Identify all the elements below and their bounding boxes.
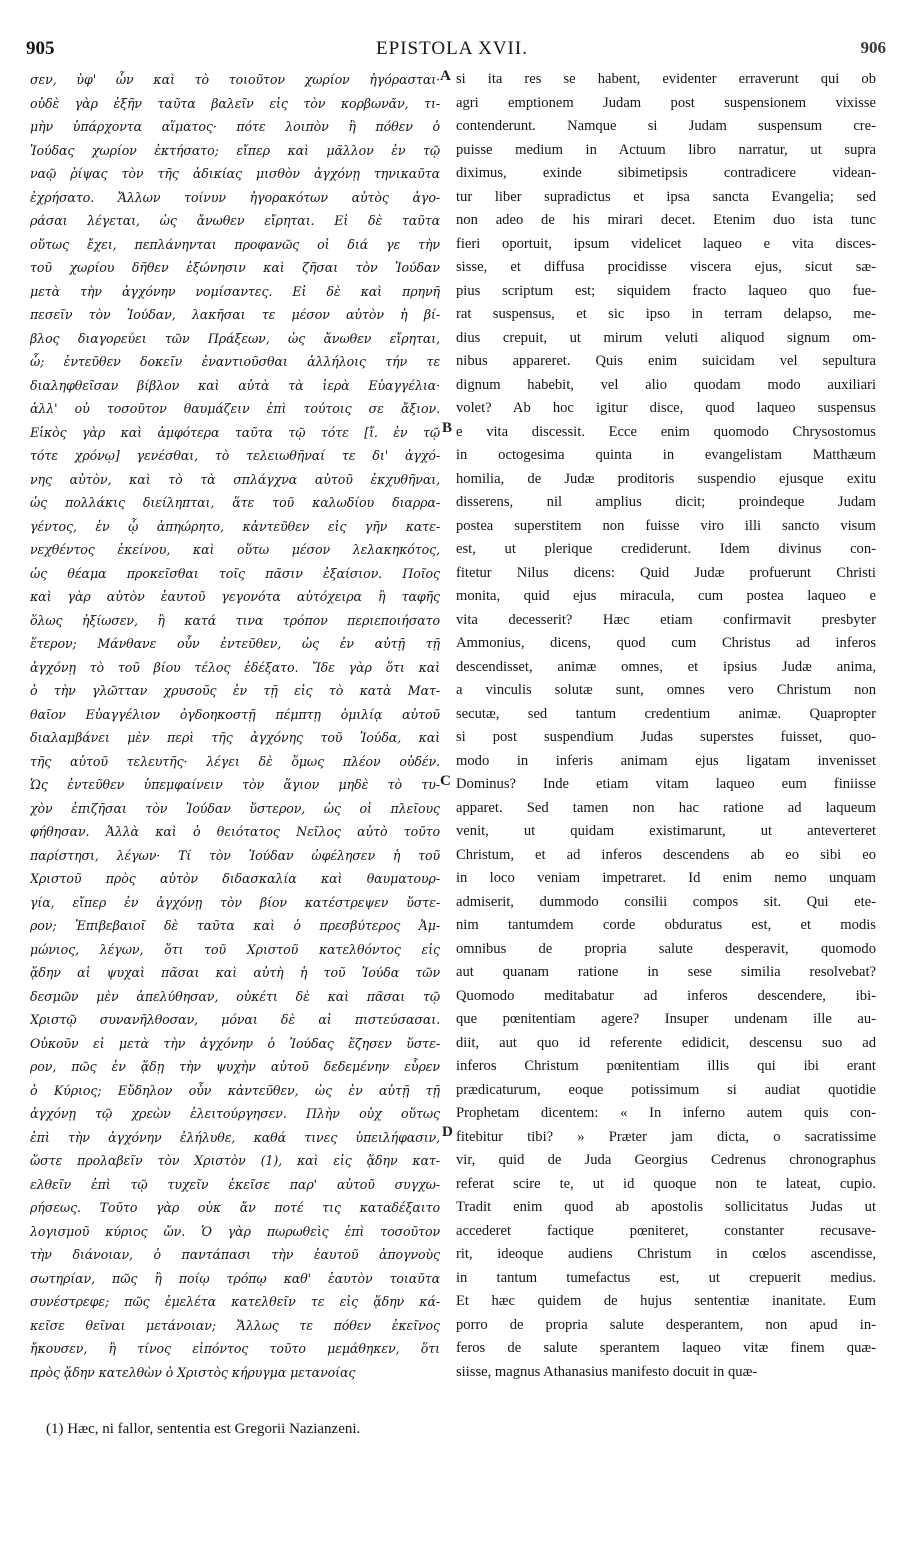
greek-text-line: γέντος, ἐν ᾧ ἀπηώρητο, κἀντεῦθεν εἰς γῆν κατε-: [30, 518, 440, 534]
greek-text-line: ἐπὶ τὴν ἀγχόνην ἐλήλυθε, καθά τινες ὑπειλήφασιν,: [30, 1129, 440, 1145]
greek-text-line: κεῖσε θεῖναι μετάνοιαν; Ἄλλως τε πόθεν ἐκεῖνος: [30, 1317, 440, 1333]
greek-text-line: ὥστε προλαβεῖν τὸν Χριστὸν (1), καὶ εἰς ᾅδην κατ-: [30, 1153, 440, 1168]
latin-text-line: fieri oportuit, ipsum videlicet laqueo e vita disces-: [456, 235, 876, 252]
latin-text-line: fitebitur tibi? » Præter jam dicta, o sacratissime: [456, 1128, 876, 1145]
latin-text-line: e vita discessit. Ecce enim quomodo Chrysostomus: [456, 423, 876, 440]
greek-text-line: διαληφθεῖσαν βίβλον καὶ αὐτὰ τὰ ἱερὰ Εὐαγγέλια·: [30, 377, 440, 393]
greek-text-line: ναῷ ῥίψας τὸν τῆς ἀδικίας μισθὸν ἀγχόνῃ τηνικαῦτα: [30, 166, 440, 181]
greek-text-line: χὸν ἐπιζῆσαι τὸν Ἰούδαν ὕστερον, ὡς οἱ πλεῖους: [30, 800, 440, 816]
greek-text-line: μώνιος, λέγων, ὅτι τοῦ Χριστοῦ κατελθόντος εἰς: [30, 941, 440, 957]
page-header: [18, 38, 886, 64]
greek-text-line: ἤκουσεν, ἢ τίνος εἰπόντος τοῦτο μεμάθηκεν, ὅτι: [30, 1341, 440, 1356]
greek-text-line: φήθησαν. Ἀλλὰ καὶ ὁ θειότατος Νεῖλος αὐτὸ τοῦτο: [30, 824, 440, 839]
latin-text-line: Dominus? Inde etiam vitam laqueo eum finiisse: [456, 776, 876, 792]
latin-text-line: sisse, et diffusa procidisse viscera ejus, sicut sæ-: [456, 259, 876, 275]
latin-text-line: dignum habebit, vel alio quodam modo auxiliari: [456, 376, 876, 393]
latin-text-line: in loco veniam impetraret. Id enim nemo unquam: [456, 870, 876, 886]
latin-text-line: Et hæc quidem de hujus sententiæ inanitate. Eum: [456, 1293, 876, 1309]
greek-text-line: ελθεῖν ἐπὶ τῷ τυχεῖν ἐκεῖσε παρ' αὐτοῦ συγχω-: [30, 1176, 440, 1192]
latin-text-line: admiserit, dummodo consilii compos sit. Qui ete-: [456, 893, 876, 910]
latin-text-line: est, ut plerique crediderunt. Idem divinus con-: [456, 541, 876, 557]
greek-text-line: λογισμοῦ κύριος ὤν. Ὁ γὰρ πωρωθεὶς ἐπὶ τοσοῦτον: [30, 1223, 440, 1239]
latin-text-line: monita, quid ejus miracula, cum postea laqueo e: [456, 588, 876, 604]
greek-text-line: Ἰούδας χωρίον ἐκτήσατο; εἴπερ καὶ μᾶλλον ἐν τῷ: [30, 142, 440, 158]
greek-text-line: σεν, ὑφ' ὧν καὶ τὸ τοιοῦτον χωρίον ἠγόρασται·: [30, 72, 440, 87]
greek-text-line: πεσεῖν τὸν Ἰούδαν, λακῆσαι τε μέσον αὐτὸν ἡ βί-: [30, 307, 440, 322]
greek-text-line: δεσμῶν μὲν ἀπελύθησαν, οὐκέτι δὲ καὶ πᾶσαι τῷ: [30, 988, 440, 1004]
latin-text-line: a vinculis solutæ sunt, omnes vero Christum non: [456, 682, 876, 698]
footnote: (1) Hæc, ni fallor, sententia est Gregorii Nazianzeni.: [46, 1421, 361, 1437]
latin-text-line: rat suspensus, et sic ipso in terram delapso, me-: [456, 306, 876, 322]
greek-text-line: ἕτερον; Μάνθανε οὖν ἐντεῦθεν, ὡς ἐν αὐτῇ τῇ: [30, 636, 440, 651]
latin-text-line: aut quanam ratione in sese similia resolvebat?: [456, 964, 876, 980]
greek-text-line: ὁ τὴν γλῶτταν χρυσοῦς ἐν τῇ εἰς τὸ κατὰ Ματ-: [30, 683, 440, 698]
latin-text-line: descendisset, animæ omnes, et ipsius Judæ anima,: [456, 658, 876, 675]
greek-text-line: γία, εἴπερ ἐν ἀγχόνῃ τὸν βίον κατέστρεψεν ὕστε-: [30, 894, 440, 910]
latin-text-line: secutæ, sed tantum credentium animæ. Quapropter: [456, 705, 876, 722]
greek-text-line: ἀγχόνῃ τὸ τοῦ βίου τέλος ἐδέξατο. Ἴδε γὰρ ὅτι καὶ: [30, 659, 440, 675]
margin-marker-a: A: [440, 68, 451, 84]
greek-text-line: ρον; Ἐπιβεβαιοῖ δὲ ταῦτα καὶ ὁ πρεσβύτερος Ἀμ-: [30, 918, 440, 933]
greek-text-line: ὡς θέαμα προκεῖσθαι τοῖς πᾶσιν ἐξαίσιον. Ποῖος: [30, 565, 440, 581]
latin-text-line: rit, ideoque audiens Christum in cœlos ascendisse,: [456, 1246, 876, 1262]
greek-text-line: τῆς αὐτοῦ τελευτῆς· λέγει δὲ ὅμως πλέον οὐδέν.: [30, 753, 440, 769]
greek-text-column: [30, 68, 440, 1384]
latin-text-line: nibus appareret. Quis enim suicidam vel sepultura: [456, 353, 876, 369]
latin-text-line: inferos Christum pœnitentiam illis qui ibi erant: [456, 1058, 876, 1074]
greek-text-line: ἀγχόνῃ τῷ χρεὼν ἐλειτούργησεν. Πλὴν οὐχ οὕτως: [30, 1106, 440, 1121]
greek-text-line: Χριστῷ συνανῆλθοσαν, μόναι δὲ αἱ πιστεύσασαι.: [30, 1012, 440, 1027]
margin-marker-b: B: [442, 420, 453, 436]
greek-text-line: ᾅδην αἱ ψυχαὶ πᾶσαι καὶ αὐτὴ ἡ τοῦ Ἰούδα τῶν: [30, 965, 440, 980]
greek-text-line: Ὡς ἐντεῦθεν ὑπεμφαίνειν τὸν ἅγιον μηδὲ τὸ τυ-: [30, 777, 440, 792]
greek-text-line: μὴν ὑπάρχοντα αἵματος· πότε λοιπὸν ἢ πόθεν ὁ: [30, 119, 440, 134]
greek-text-line: καὶ γὰρ αὐτὸν ἑαυτοῦ γεγονότα αὐτόχειρα ἢ ταφῆς: [30, 589, 440, 604]
latin-text-line: in octogesima quinta in evangelistam Matthæum: [456, 447, 876, 463]
latin-text-line: homilia, de Judæ proditoris suspendio ejusque exitu: [456, 470, 876, 487]
latin-text-line: non adeo de his mirari decet. Etenim duo ista tunc: [456, 212, 876, 228]
greek-text-line: τοῦ χωρίου δῆθεν ἐξώνησιν καὶ ζῆσαι τὸν Ἰούδαν: [30, 260, 440, 275]
page-number-left: 905: [26, 38, 55, 59]
latin-text-line: porro de propria salute desperantem, non apud in-: [456, 1316, 876, 1333]
greek-text-line: σωτηρίαν, πῶς ἢ ποίῳ τρόπῳ καθ' ἑαυτὸν τοιαῦτα: [30, 1270, 440, 1286]
greek-text-line: πρὸς ᾅδην κατελθὼν ὁ Χριστὸς κήρυγμα μετανοίας: [30, 1364, 356, 1380]
latin-text-line: accederet factique pœniteret, constanter recusave-: [456, 1222, 876, 1239]
greek-text-line: διαλαμβάνει μὲν περὶ τῆς ἀγχόνης τοῦ Ἰούδα, καὶ: [30, 730, 440, 745]
greek-text-line: ρήσεως. Τοῦτο γὰρ οὐκ ἄν ποτέ τις καταδέξαιτο: [30, 1200, 440, 1215]
greek-text-line: συνέστρεφε; πῶς ἐμελέτα κατελθεῖν τε εἰς ᾅδην κά-: [30, 1294, 440, 1309]
latin-text-line: vir, quid de Juda Georgius Cedrenus chronographus: [456, 1152, 876, 1168]
latin-text-line: contenderunt. Namque si Judam suspensum cre-: [456, 118, 876, 134]
greek-text-line: ράσαι λέγεται, ὡς ἄνωθεν εἴρηται. Εἰ δὲ ταῦτα: [30, 213, 440, 228]
greek-text-line: βλος διαγορεύει τῶν Πράξεων, ὡς ἄνωθεν εἴρηται,: [30, 330, 440, 346]
greek-text-line: Εἰκὸς γὰρ καὶ ἀμφότερα ταῦτα τῷ τότε [ἴ. ἐν τῷ: [30, 424, 440, 440]
latin-text-line: volet? Ab hoc igitur disce, quod laqueo suspensus: [456, 400, 876, 416]
latin-text-line: agri emptionem Judam post suspensionem vixisse: [456, 94, 876, 111]
greek-text-line: οὕτως ἔχει, πεπλάνηνται προφανῶς οἱ διά γε τὴν: [30, 236, 440, 252]
latin-text-line: vita decesserit? Hæc etiam confirmavit presbyter: [456, 611, 876, 628]
latin-text-line: Ammonius, dicens, quod cum Christus ad inferos: [456, 635, 876, 651]
greek-text-line: παρίστησι, λέγων· Τί τὸν Ἰούδαν ὠφέλησεν ἡ τοῦ: [30, 847, 440, 863]
greek-text-line: οὐδὲ γὰρ ἐξῆν ταῦτα βαλεῖν εἰς τὸν κορβωνᾶν, τι-: [30, 95, 440, 111]
latin-text-line: feros de salute sperantem laqueo vitæ finem quæ-: [456, 1340, 876, 1356]
greek-text-line: τότε χρόνῳ] γενέσθαι, τὸ τελειωθῆναί τε δι' ἀγχό-: [30, 448, 440, 463]
latin-text-line: prædicaturum, eoque potissimum si audiat quotidie: [456, 1081, 876, 1098]
latin-text-line: Christum, et ad inferos descendens ab eo sibi eo: [456, 846, 876, 863]
latin-text-line: diximus, exinde sibimetipsis contradicere videan-: [456, 165, 876, 181]
latin-text-line: in tantum tumefactus est, ut crepuerit medius.: [456, 1269, 876, 1286]
latin-text-line: Prophetam dicentem: « In inferno autem quis con-: [456, 1105, 876, 1121]
greek-text-line: ὅλως ἠξίωσεν, ἢ κατά τινα τρόπον περιεποιήσατο: [30, 612, 440, 628]
latin-text-line: diit, aut quo id referente edidicit, descensu suo ad: [456, 1034, 876, 1051]
greek-text-line: μετὰ τὴν ἀγχόνην νομίσαντες. Εἰ δὲ καὶ πρηνῆ: [30, 283, 440, 299]
latin-text-line: apparet. Sed tamen non hac ratione ad laqueum: [456, 799, 876, 816]
latin-text-line: pius scriptum est; siquidem fracto laqueo quo fue-: [456, 282, 876, 299]
latin-text-line: omnibus de propria salute desperavit, quomodo: [456, 940, 876, 957]
greek-text-line: νεχθέντος ἐκείνου, καὶ οὕτω μέσον λελακηκότος,: [30, 542, 440, 557]
greek-text-line: ἀλλ' οὐ τοσοῦτον θαυμάζειν ἐπὶ τούτοις σε ἄξιον.: [30, 401, 440, 416]
latin-text-line: modo in inferis animam ejus ligatam invenisset: [456, 752, 876, 769]
margin-marker-c: C: [440, 773, 451, 789]
greek-text-line: Χριστοῦ πρὸς αὐτὸν διδασκαλία καὶ θαυματουρ-: [30, 871, 440, 886]
latin-text-line: nim tantumdem corde obduratus est, et modis: [456, 917, 876, 933]
latin-text-line: si post suspendium Judas superstes fuisset, quo-: [456, 729, 876, 745]
latin-text-line: siisse, magnus Athanasius manifesto docuit in quæ-: [456, 1363, 758, 1380]
greek-text-line: Οὐκοῦν εἰ μετὰ τὴν ἀγχόνην ὁ Ἰούδας ἔζησεν ὕστε-: [30, 1035, 440, 1051]
greek-text-line: ὧ; ἐντεῦθεν δοκεῖν ἐναντιοῦσθαι ἀλλήλοις τήν τε: [30, 354, 440, 369]
latin-text-line: referat scire te, ut id quoque non te lateat, cupio.: [456, 1175, 876, 1192]
greek-text-line: ρον, πῶς ἐν ᾅδῃ τὴν ψυχὴν αὐτοῦ δεδεμένην εὗρεν: [30, 1059, 440, 1074]
greek-text-line: τὴν διάνοιαν, ὁ παντάπασι τὴν ἑαυτοῦ ἀπογνοὺς: [30, 1247, 440, 1262]
latin-text-column: [456, 68, 876, 1384]
latin-text-line: que pœnitentiam agere? Insuper undenam ille au-: [456, 1011, 876, 1027]
latin-text-line: puisse medium in Actuum libro narratur, ut supra: [456, 141, 876, 158]
latin-text-line: dius crepuit, ut mirum veluti aliquod signum om-: [456, 329, 876, 346]
page-number-right: 906: [860, 38, 886, 57]
latin-text-line: si ita res se habent, evidenter erraverunt qui ob: [456, 71, 876, 87]
margin-marker-d: D: [442, 1124, 453, 1140]
latin-text-line: Quomodo meditabatur ad inferos descendere, ibi-: [456, 987, 876, 1004]
greek-text-line: θαῖον Εὐαγγέλιον ὀγδοηκοστῇ πέμπτῃ ὁμιλίᾳ αὐτοῦ: [30, 706, 440, 722]
greek-text-line: νης αὐτὸν, καὶ τὸ τὰ σπλάγχνα αὐτοῦ ἐκχυθῆναι,: [30, 471, 440, 487]
greek-text-line: ὁ Κύριος; Εὔδηλον οὖν κἀντεῦθεν, ὡς ἐν αὐτῇ τῇ: [30, 1082, 440, 1098]
greek-text-line: ὡς πολλάκις διείληπται, ἅτε τοῦ καλωδίου διαρρα-: [30, 495, 440, 510]
latin-text-line: postea superstitem non fuisse viro illi sancto visum: [456, 517, 876, 534]
running-title: EPISTOLA XVII.: [376, 38, 528, 59]
latin-text-line: tur liber supradictus et ipsa sancta Evangelia; sed: [456, 188, 876, 205]
latin-text-line: Tradit enim quod ab apostolis sollicitatus Judas ut: [456, 1199, 876, 1215]
latin-text-line: venit, ut quidam existimarunt, ut anteverteret: [456, 823, 876, 839]
greek-text-line: ἐχρήσατο. Ἄλλων τοίνυν ἠγορακότων αὐτὸς ἀγο-: [30, 189, 440, 205]
latin-text-line: disserens, nil amplius dicit; proindeque Judam: [456, 494, 876, 510]
latin-text-line: fitetur Nilus dicens: Quid Judæ profuerunt Christi: [456, 564, 876, 581]
